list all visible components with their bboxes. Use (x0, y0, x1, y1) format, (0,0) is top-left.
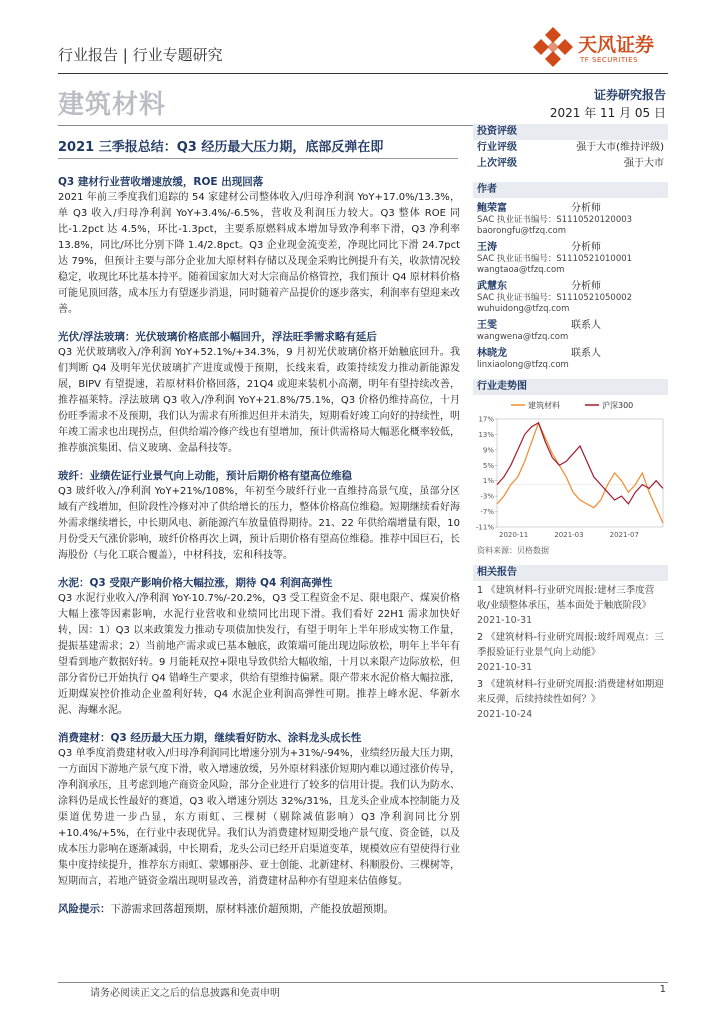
rating-heading: 投资评级 (473, 124, 668, 140)
section (58, 329, 460, 457)
related-report-title[interactable]: 3 《建筑材料-行业研究周报:消费建材如期迎来反弹，后续持续性如何？》 (477, 679, 664, 705)
author-email[interactable]: linxiaolong@tfzq.com (477, 360, 569, 370)
series-line (497, 423, 663, 504)
y-tick-label: 17% (478, 415, 494, 424)
author-email[interactable]: baorongfu@tfzq.com (477, 226, 567, 236)
related-report-title[interactable]: 1 《建筑材料-行业研究周报:建材三季度营收/业绩整体承压，基本面处于触底阶段》 (477, 585, 655, 611)
related-report[interactable] (477, 583, 664, 628)
report-title-rule (58, 158, 458, 159)
author-cert: SAC 执业证书编号：S1110521010001 (477, 254, 633, 264)
risk-label: 风险提示： (58, 903, 111, 915)
author-role: 联系人 (571, 348, 601, 359)
tf-logo-icon (532, 26, 574, 68)
related-report[interactable] (477, 677, 664, 722)
x-tick-label: 2020-11 (499, 531, 529, 539)
section-heading: 光伏/浮法玻璃：光伏玻璃价格底部小幅回升，浮法旺季需求略有延后 (58, 331, 377, 343)
author-role: 分析师 (571, 242, 601, 253)
author-cert: SAC 执业证书编号：S1110521050002 (477, 293, 633, 303)
page-number: 1 (659, 984, 666, 995)
section-body: Q3 光伏玻璃收入/净利润 YoY+52.1%/+34.3%，9 月初光伏玻璃价格开始触底回升。我们判断 Q4 及明年光伏玻璃扩产进度或慢于预期，长线来看，政策持续发力推动新能源发展，BIPV 有望提速，若原材料价格回落，21Q4 或迎来装机小高潮，明年有望持续改善，推荐福莱特。浮法玻璃 Q3 收入/净利润 YoY+21.8%/75.1%，Q3 价格仍维持高位，十月份旺季需求不及预期，我们认为需求有所推迟但并未消失，短期看好竣工向好的持续性，明年竣工需求也出现拐点，但供给端冷修产线也有望增加，预计供需格局大幅恶化概率较低，推荐旗滨集团、信义玻璃、金晶科技等。 (58, 347, 460, 454)
rating-key: 上次评级 (477, 158, 517, 169)
logo-english: TF SECURITIES (580, 56, 639, 64)
author-role: 分析师 (571, 203, 601, 214)
author-role: 联系人 (571, 320, 601, 331)
author-name: 王涛 (477, 242, 497, 253)
legend-label: 沪深300 (602, 401, 634, 410)
y-tick-label: 1% (482, 477, 494, 486)
sidebar (473, 124, 668, 724)
legend-label: 建筑材料 (528, 401, 560, 410)
y-tick-label: -7% (480, 508, 494, 517)
report-type: 证券研究报告 (593, 88, 666, 102)
x-tick-label: 2021-07 (609, 531, 639, 539)
report-title: 2021 三季报总结：Q3 经历最大压力期，底部反弹在即 (58, 140, 384, 155)
risk-text: 下游需求回落超预期，原材料涨价超预期，产能投放超预期。 (110, 903, 394, 915)
y-tick-label: 5% (482, 461, 494, 470)
rating-row (473, 156, 668, 172)
author-email[interactable]: wuhuidong@tfzq.com (477, 304, 570, 314)
industry-title: 建筑材料 (58, 90, 167, 120)
author (473, 319, 668, 343)
y-tick-label: -11% (475, 523, 494, 532)
section-heading: Q3 建材行业营收增速放缓，ROE 出现回落 (58, 176, 264, 188)
rating-value: 强于大市 (624, 158, 664, 169)
header-divider (58, 73, 668, 74)
report-date: 2021 年 11 月 05 日 (549, 106, 666, 120)
rating-value: 强于大市(维持评级) (576, 142, 664, 153)
related-report-date: 2021-10-24 (477, 709, 533, 720)
author-name: 林晓龙 (477, 348, 507, 359)
related-report-date: 2021-10-31 (477, 662, 533, 673)
author (473, 347, 668, 371)
footer-disclaimer: 请务必阅读正文之后的信息披露和免责申明 (90, 988, 280, 999)
related-report[interactable] (477, 630, 664, 675)
rating-row (473, 140, 668, 156)
author (473, 241, 668, 276)
y-tick-label: 13% (478, 430, 494, 439)
company-logo (532, 24, 672, 72)
section-heading: 消费建材：Q3 经历最大压力期，继续看好防水、涂料龙头成长性 (58, 732, 362, 744)
trend-chart (473, 395, 668, 545)
footer-divider (58, 982, 668, 983)
risk-warning (58, 901, 460, 917)
section-body: 2021 年前三季度我们追踪的 54 家建材公司整体收入/归母净利润 YoY+17.0%/13.3%，单 Q3 收入/归母净利润 YoY+3.4%/-6.5%，营收及利润压力较大。Q3 整体 ROE 同比-1.2pct 达 4.5%，环比-1.3pct，主要系原燃料成本增加导致净利率下滑，Q3 净利率 13.8%，同比/环比分别下降 1.4/2.8pct。Q3 企业现金流变差，净现比同比下滑 24.7pct 达 79%，但预计主要与部分企业加大原材料存储以及现金采购比例提升有关，收款情况较稳定，收现比环比基本持平。随着国家加大对大宗商品价格管控，我们预计 Q4 原材料价格可能见顶回落，成本压力有望逐步消退，同时随着产品提价的逐步落实，利润率有望迎来改善。 (58, 192, 460, 315)
section-body: Q3 水泥行业收入/净利润 YoY-10.7%/-20.2%，Q3 受工程资金不足、限电限产、煤炭价格大幅上涨等因素影响，水泥行业营收和业绩同比出现下滑。我们看好 22H1 需求加快好转，因：1）Q3 以来政策发力推动专项债加快发行，有望于明年上半年形成实物工作量，提振基建需求；2）当前地产需求或已基本触底，政策端可能出现边际放松，明年上半年有望看到地产数据好转。9 月能耗双控+限电导致供给大幅收缩，十月以来限产边际放松，但部分省份已开始执行 Q4 错峰生产要求，供给有望维持偏紧。限产带来水泥价格大幅拉涨，近期煤炭控价推动企业盈利好转，Q4 水泥企业利润高弹性可期。推荐上峰水泥、华新水泥、海螺水泥。 (58, 593, 460, 716)
author-name: 武慧东 (477, 281, 507, 292)
section-body: Q3 单季度消费建材收入/归母净利润同比增速分别为+31%/-94%，业绩经历最大压力期，一方面因下游地产景气度下滑，收入增速放缓，另外原材料涨价短期内难以通过涨价传导，净利润承压，且考虑到地产商资金风险，部分企业进行了较多的信用计提。我们认为防水、涂料仍是成长性最好的赛道，Q3 收入增速分别达 32%/31%，且龙头企业成本控制能力及渠道优势进一步凸显，东方雨虹、三棵树（剔除减值影响）Q3 净利润同比分别+10.4%/+5%，在行业中表现优异。我们认为消费建材短期受地产景气度、资金链，以及成本压力影响在逐渐减弱，中长期看，龙头公司已经开启渠道变革，规模效应有望使得行业集中度持续提升，推荐东方雨虹、蒙娜丽莎、亚士创能、北新建材、科顺股份、三棵树等，短期而言，若地产链资金端出现明显改善，消费建材品种亦有望迎来估值修复。 (58, 748, 460, 887)
rating-key: 行业评级 (477, 142, 517, 153)
trend-chart-box (473, 379, 668, 557)
section (58, 575, 460, 719)
author-name: 王雯 (477, 320, 497, 331)
chart-frame (497, 419, 663, 527)
trend-chart-svg (473, 395, 668, 545)
author-email[interactable]: wangwena@tfzq.com (477, 332, 569, 342)
main-content (58, 174, 460, 917)
related-report-date: 2021-10-31 (477, 615, 533, 626)
breadcrumb: 行业报告 | 行业专题研究 (58, 46, 223, 64)
author-cert: SAC 执业证书编号：S1110520120003 (477, 215, 633, 225)
section (58, 730, 460, 890)
author-role: 分析师 (571, 281, 601, 292)
related-reports (473, 581, 668, 722)
chart-source: 资料来源：贝格数据 (477, 546, 549, 555)
section-body: Q3 玻纤收入/净利润 YoY+21%/108%，年初至今玻纤行业一直维持高景气度，虽部分区域有产线增加，但阶段性冷修对冲了供给增长的压力，整体价格高位维稳。短期继续看好海外需求继续增长，中长期风电、新能源汽车放量值得期待。21、22 年供给端增量有限，10 月份受天气涨价影响，玻纤价格再次上调，预计后期价格有望高位维稳。推荐中国巨石，长海股份（与化工联合覆盖），中材科技，宏和科技等。 (58, 486, 460, 561)
x-tick-label: 2021-03 (554, 531, 584, 539)
author (473, 202, 668, 237)
logo-text: 天风证券 (578, 34, 655, 56)
author-email[interactable]: wangtaoa@tfzq.com (477, 265, 565, 275)
section (58, 468, 460, 564)
section (58, 174, 460, 318)
y-tick-label: 9% (482, 446, 494, 455)
author (473, 280, 668, 315)
related-report-title[interactable]: 2 《建筑材料-行业研究周报:玻纤周观点：三季报验证行业景气向上动能》 (477, 632, 664, 658)
trend-heading: 行业走势图 (473, 379, 668, 395)
authors-heading: 作者 (473, 182, 668, 198)
y-tick-label: -3% (480, 492, 494, 501)
section-heading: 水泥：Q3 受限产影响价格大幅拉涨，期待 Q4 利润高弹性 (58, 577, 333, 589)
related-heading: 相关报告 (473, 565, 668, 581)
author-name: 鲍荣富 (477, 203, 507, 214)
series-line (497, 423, 663, 523)
section-heading: 玻纤：业绩佐证行业景气向上动能，预计后期价格有望高位维稳 (58, 470, 352, 482)
